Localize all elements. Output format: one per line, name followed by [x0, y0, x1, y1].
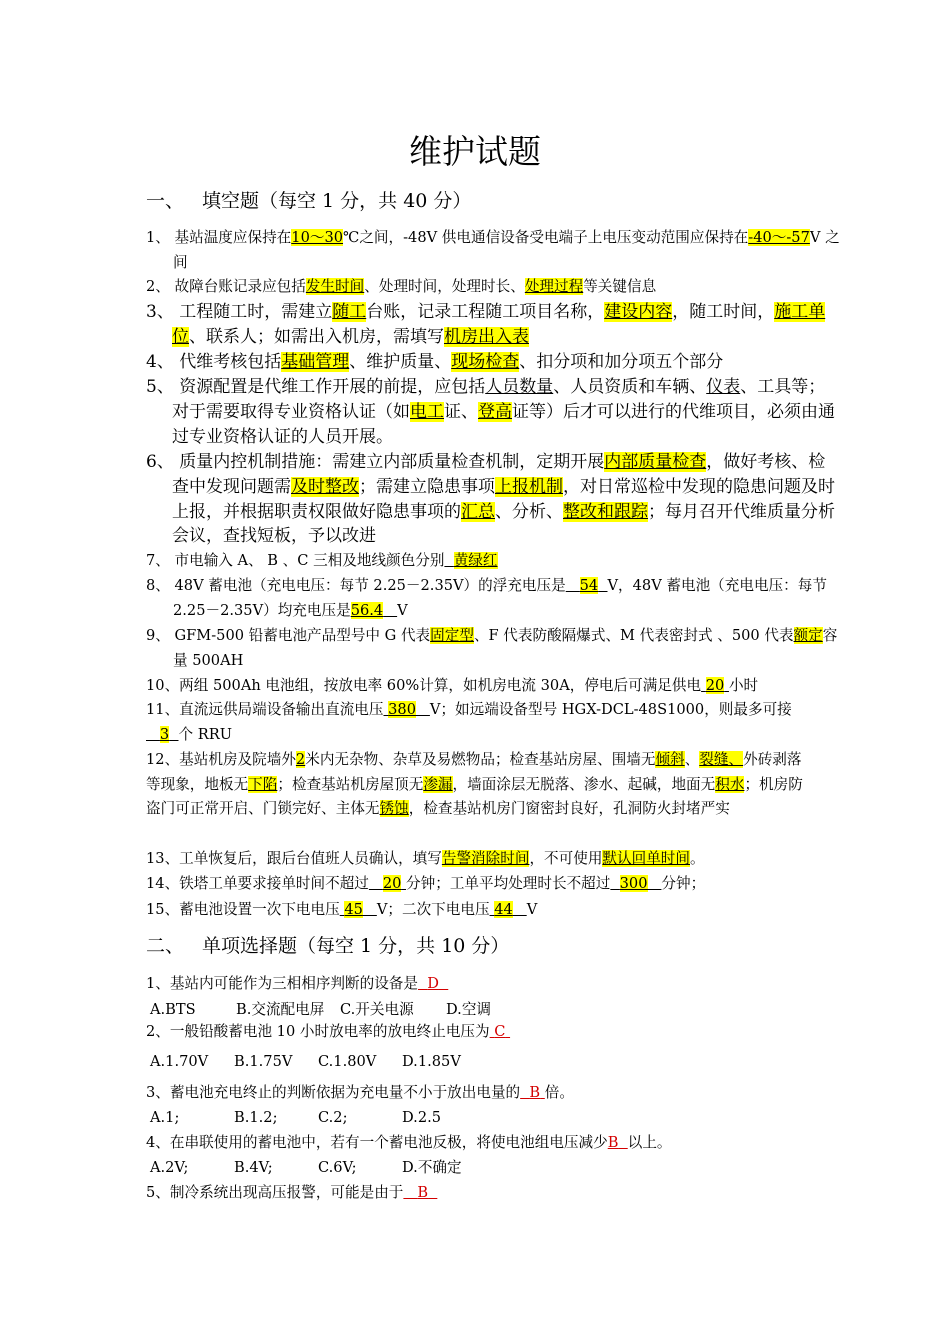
question-8: 8、 48V 蓄电池（充电电压：每节 2.25－2.35V）的浮充电压是 54 V，48V 蓄电池（充电电压：每节 2.25－2.35V）均充电压是56.4 V: [146, 577, 827, 619]
question-14: 14、铁塔工单要求接单时间不超过 20 分钟；工单平均处理时长不超过 300 分钟；: [146, 875, 706, 892]
question-2: 2、 故障台账记录应包括发生时间、处理时间，处理时长、处理过程等关键信息: [146, 278, 657, 295]
question-12: 12、基站机房及院墙外2米内无杂物、杂草及易燃物品；检查基站房屋、围墙无倾斜、裂缝、外砖剥落等现象，地板无下陷；检查基站机房屋顶无渗漏，墙面涂层无脱落、渗水、起碱，地面无积水；机房防盗门可正常开启、门锁完好、主体无锈蚀，检查基站机房门窗密封良好，孔洞防火封堵严实: [146, 751, 803, 818]
option-d: D.1.85V: [402, 1053, 461, 1070]
option-c: C.1.80V: [318, 1053, 377, 1070]
option-a: A.1.70V: [150, 1053, 209, 1070]
question-5: 5、 资源配置是代维工作开展的前提，应包括人员数量、人员资质和车辆、仪表、工具等；对于需要取得专业资格认证（如电工证、登高证等）后才可以进行的代维项目，必须由通过专业资格认证的人员开展。: [146, 377, 835, 447]
question-9: 9、 GFM-500 铅蓄电池产品型号中 G 代表固定型、F 代表防酸隔爆式、M 代表密封式 、500 代表额定容量 500AH: [146, 627, 838, 669]
choice-question-1: 1、基站内可能作为三相相序判断的设备是 D: [146, 975, 439, 992]
option-b: B.1.2;: [234, 1109, 278, 1126]
section-fill-in-heading: 一、 填空题（每空 1 分，共 40 分）: [146, 190, 472, 212]
option-d: D.2.5: [402, 1109, 442, 1126]
question-1: 1、 基站温度应保持在10～30℃之间，-48V 供电通信设备受电端子上电压变动范围应保持在-40～-57V 之间: [146, 229, 840, 271]
option-d: D.不确定: [402, 1159, 462, 1176]
option-d: D.空调: [446, 1001, 492, 1018]
choice-options-4: [150, 1158, 462, 1178]
choice-question-3: 3、蓄电池充电终止的判断依据为充电量不小于放出电量的 B 倍。: [146, 1084, 574, 1101]
option-c: C.开关电源: [340, 1001, 414, 1018]
section-choice-heading: 二、 单项选择题（每空 1 分，共 10 分）: [146, 935, 510, 957]
page-title: 维护试题: [409, 132, 541, 171]
question-7: 7、 市电输入 A、 B 、C 三相及地线颜色分别 黄绿红: [146, 552, 498, 569]
option-c: C.6V;: [318, 1159, 357, 1176]
question-4: 4、 代维考核包括基础管理、维护质量、现场检查、扣分项和加分项五个部分: [146, 352, 724, 372]
choice-question-2: 2、一般铅酸蓄电池 10 小时放电率的放电终止电压为 C: [146, 1023, 506, 1040]
question-6: 6、 质量内控机制措施：需建立内部质量检查机制，定期开展内部质量检查，做好考核、检查中发现问题需及时整改；需建立隐患事项上报机制，对日常巡检中发现的隐患问题及时上报，并根据职责权限做好隐患事项的汇总、分析、整改和跟踪；每月召开代维质量分析会议，查找短板，予以改进: [146, 452, 835, 547]
choice-options-3: [150, 1108, 441, 1128]
option-b: B.1.75V: [234, 1053, 293, 1070]
question-13: 13、工单恢复后，跟后台值班人员确认，填写告警消除时间，不可使用默认回单时间。: [146, 850, 705, 867]
option-c: C.2;: [318, 1109, 348, 1126]
question-3: 3、 工程随工时，需建立随工台账，记录工程随工项目名称，建设内容，随工时间，施工单位、联系人；如需出入机房，需填写机房出入表: [146, 302, 826, 347]
option-a: A.BTS: [150, 1001, 196, 1018]
question-15: 15、蓄电池设置一次下电电压 45 V；二次下电电压 44 V: [146, 901, 538, 918]
option-b: B.4V;: [234, 1159, 273, 1176]
option-b: B.交流配电屏: [236, 1001, 325, 1018]
choice-question-4: 4、在串联使用的蓄电池中，若有一个蓄电池反极，将使电池组电压减少B 以上。: [146, 1134, 672, 1151]
choice-options-2: [150, 1052, 461, 1072]
question-11: 11、直流远供局端设备输出直流电压 380 V；如远端设备型号 HGX-DCL-48S1000，则最多可接 3 个 RRU: [146, 701, 792, 743]
choice-options-1: [150, 1000, 491, 1020]
question-10: 10、两组 500Ah 电池组，按放电率 60%计算，如机房电流 30A，停电后可满足供电 20 小时: [146, 677, 759, 694]
option-a: A.1;: [150, 1109, 180, 1126]
option-a: A.2V;: [150, 1159, 189, 1176]
choice-question-5: 5、制冷系统出现高压报警，可能是由于 B: [146, 1184, 429, 1201]
